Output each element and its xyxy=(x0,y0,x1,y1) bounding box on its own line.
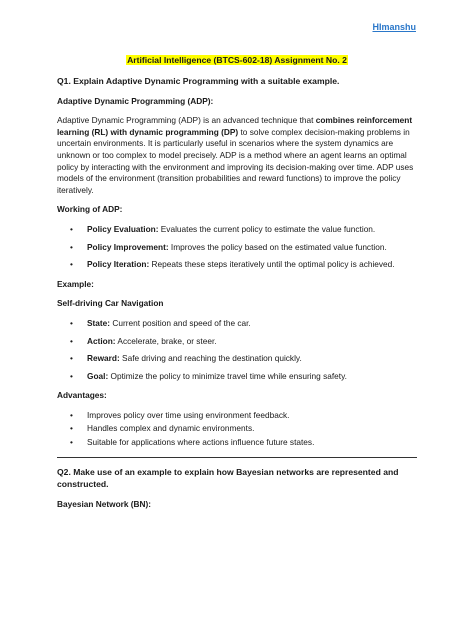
list-item xyxy=(57,318,417,330)
item-text: Evaluates the current policy to estimate the value function. xyxy=(158,223,376,234)
list-item xyxy=(57,259,417,271)
bullet-icon: • xyxy=(70,241,73,252)
item-text: Improves the policy based on the estimated value function. xyxy=(168,241,387,252)
item-text: Suitable for applications where actions influence future states. xyxy=(87,437,315,448)
item-term: Policy Evaluation: xyxy=(87,223,159,234)
item-term: Goal: xyxy=(87,370,109,381)
item-text: Current position and speed of the car. xyxy=(110,317,251,328)
bullet-icon: • xyxy=(70,223,73,234)
bullet-icon: • xyxy=(70,370,73,381)
advantages-heading: Advantages: xyxy=(57,390,107,401)
list-item xyxy=(57,423,417,435)
example-title: Self-driving Car Navigation xyxy=(57,298,164,309)
author-name: HImanshu xyxy=(372,22,416,32)
adp-para-bold: combines reinforcement learning (RL) with dynamic programming (DP) xyxy=(57,115,413,137)
list-item xyxy=(57,224,417,236)
bullet-icon: • xyxy=(70,335,73,346)
item-term: State: xyxy=(87,317,111,328)
bullet-icon: • xyxy=(70,423,73,434)
item-term: Reward: xyxy=(87,353,120,364)
document-content xyxy=(57,55,417,518)
bn-heading: Bayesian Network (BN): xyxy=(57,498,152,509)
list-item xyxy=(57,242,417,254)
question-1: Q1. Explain Adaptive Dynamic Programming with a suitable example. xyxy=(57,75,340,86)
working-list xyxy=(57,224,417,271)
item-text: Handles complex and dynamic environments. xyxy=(87,423,255,434)
advantages-list xyxy=(57,410,417,449)
adp-para-text-2: to solve complex decision-making problems in uncertain environments. It is particularly useful in scenarios where the system dynamics are unknown or too complex to model precisely. ADP is a method where an agent learns an optimal policy by interacting with the environment and improving its decision-making over time. ADP uses models of the environment (transition probabilities and reward functions) to improve the policy iteratively. xyxy=(57,126,414,195)
list-item xyxy=(57,336,417,348)
bullet-icon: • xyxy=(70,353,73,364)
list-item xyxy=(57,410,417,422)
item-text: Safe driving and reaching the destination quickly. xyxy=(119,353,302,364)
title-line xyxy=(57,55,417,67)
example-heading: Example: xyxy=(57,278,94,289)
item-text: Optimize the policy to minimize travel time while ensuring safety. xyxy=(108,370,347,381)
list-item xyxy=(57,437,417,449)
bullet-icon: • xyxy=(70,259,73,270)
adp-heading: Adaptive Dynamic Programming (ADP): xyxy=(57,95,214,106)
list-item xyxy=(57,353,417,365)
item-term: Policy Iteration: xyxy=(87,259,150,270)
item-text: Improves policy over time using environment feedback. xyxy=(87,409,290,420)
assignment-title: Artificial Intelligence (BTCS-602-18) Assignment No. 2 xyxy=(127,55,347,65)
bullet-icon: • xyxy=(70,437,73,448)
question-2: Q2. Make use of an example to explain how Bayesian networks are represented and constructed. xyxy=(57,466,399,489)
adp-para-text-1: Adaptive Dynamic Programming (ADP) is an advanced technique that xyxy=(57,115,316,126)
item-text: Repeats these steps iteratively until the optimal policy is achieved. xyxy=(149,259,395,270)
example-list xyxy=(57,318,417,382)
section-divider xyxy=(57,457,417,458)
bullet-icon: • xyxy=(70,409,73,420)
item-term: Action: xyxy=(87,335,116,346)
item-term: Policy Improvement: xyxy=(87,241,169,252)
working-heading: Working of ADP: xyxy=(57,204,123,215)
adp-paragraph xyxy=(57,115,417,196)
item-text: Accelerate, brake, or steer. xyxy=(115,335,217,346)
list-item xyxy=(57,371,417,383)
bullet-icon: • xyxy=(70,317,73,328)
